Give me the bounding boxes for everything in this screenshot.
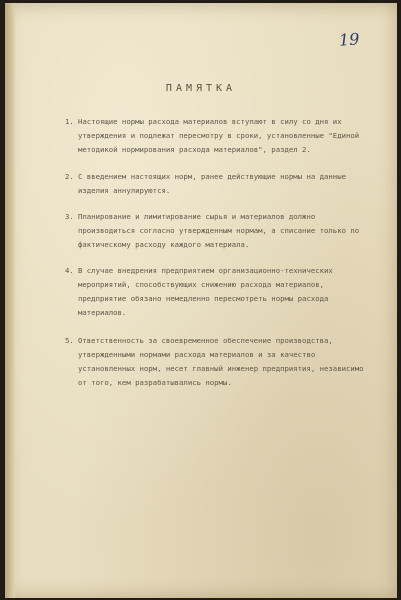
memo-item	[65, 170, 365, 198]
item-number: 1.	[65, 117, 74, 126]
memo-item	[65, 115, 365, 157]
page-title: ПАМЯТКА	[165, 83, 237, 94]
folio-number: 19	[338, 29, 360, 50]
memo-items	[65, 115, 365, 403]
item-number: 3.	[65, 212, 74, 221]
item-text: Планирование и лимитирование сырья и материалов должно производиться согласно утвержденным нормам, а списание только по фактическому расходу каждого материала.	[78, 212, 360, 249]
item-text: Настоящие нормы расхода материалов вступают в силу со дня их утверждения и подлежат пересмотру в сроки, установленные "Единой методикой нормирования расхода материалов", раздел 2.	[78, 117, 360, 154]
item-number: 2.	[65, 172, 74, 181]
item-number: 4.	[65, 266, 74, 275]
item-text: С введением настоящих норм, ранее действующие нормы на данные изделия аннулируются.	[78, 172, 346, 195]
paper-sheet	[5, 3, 397, 598]
item-text: В случае внедрения предприятием организационно-технических мероприятий, способствующих снижению расхода материалов, предприятие обязано немедленно пересмотреть нормы расхода материалов.	[78, 266, 333, 317]
memo-item	[65, 334, 365, 390]
item-text: Ответственность за своевременное обеспечение производства, утвержденными нормами расхода материалов и за качество установленных норм, несет главный инженер предприятия, независимо от того, кем разрабатывались нормы.	[78, 336, 364, 387]
memo-item	[65, 210, 365, 252]
item-number: 5.	[65, 336, 74, 345]
memo-item	[65, 264, 365, 320]
